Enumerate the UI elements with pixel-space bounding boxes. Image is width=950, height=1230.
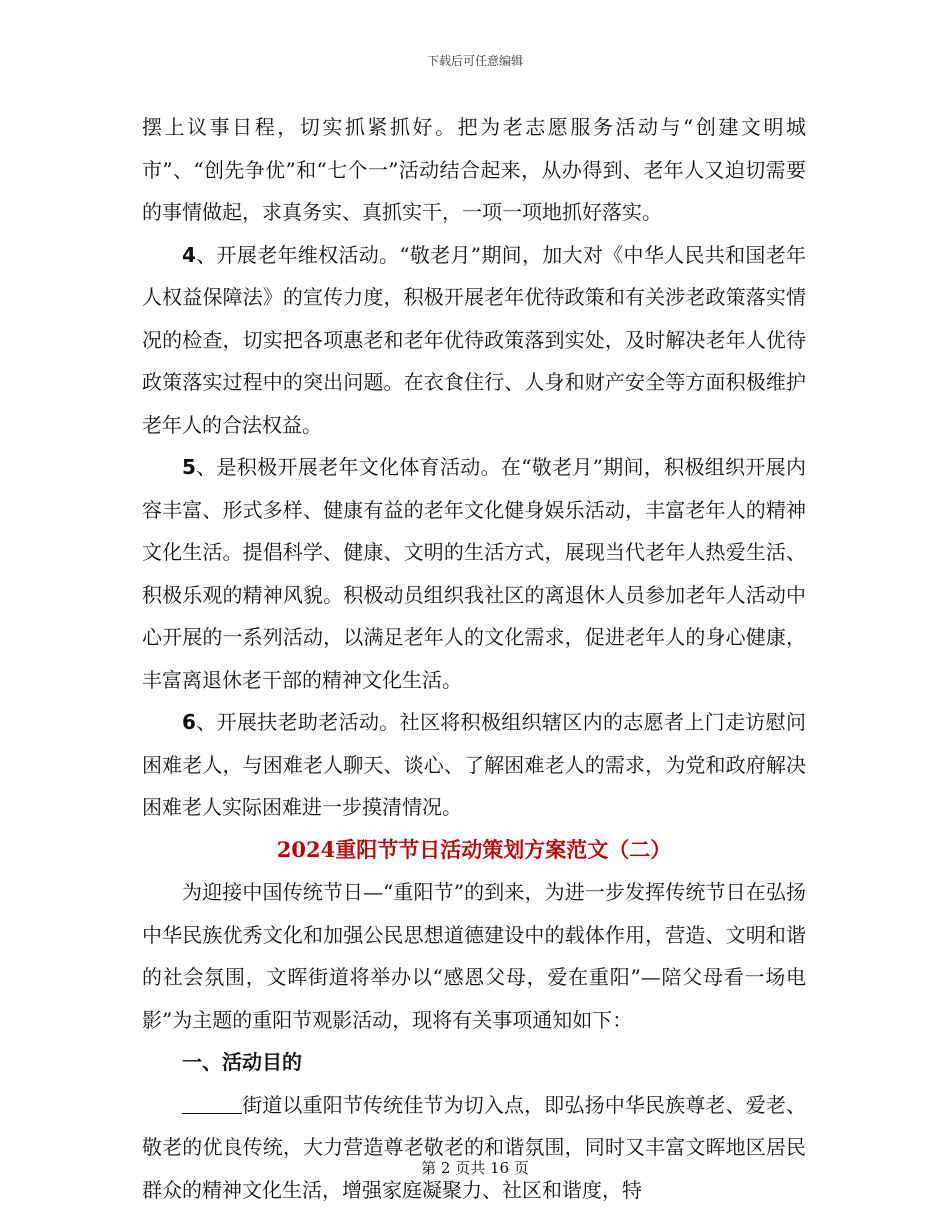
page-content bbox=[142, 106, 806, 1211]
paragraph-intro: 为迎接中国传统节日—“重阳节”的到来，为进一步发挥传统节日在弘扬中华民族优秀文化和加强公民思想道德建设中的载体作用，营造、文明和谐的社会氛围，文晖街道将举办以“感恩父母，爱在重阳”—陪父母看一场电影”为主题的重阳节观影活动，现将有关事项通知如下： bbox=[142, 880, 806, 1032]
item-number: 4 bbox=[182, 242, 196, 267]
section-title: 2024重阳节节日活动策划方案范文（二） bbox=[276, 836, 672, 862]
blank-underline bbox=[182, 1095, 242, 1114]
item-number: 5 bbox=[182, 455, 196, 479]
paragraph-text: 、是积极开展老年文化体育活动。在“敬老月”期间，积极组织开展内容丰富、形式多样、健康有益的老年文化健身娱乐活动，丰富老年人的精神文化生活。提倡科学、健康、文明的生活方式，展现当代老年人热爱生活、积极乐观的精神风貌。积极动员组织我社区的离退休人员参加老年人活动中心开展的一系列活动，以满足老年人的文化需求，促进老年人的身心健康，丰富离退休老干部的精神文化生活。 bbox=[142, 455, 806, 692]
paragraph-item-6 bbox=[142, 701, 806, 829]
page-header: 下载后可任意编辑 bbox=[426, 54, 523, 68]
paragraph-purpose bbox=[142, 1084, 806, 1212]
paragraph-continued: 摆上议事日程，切实抓紧抓好。把为老志愿服务活动与“创建文明城市”、“创先争优”和“七个一”活动结合起来，从办得到、老年人又迫切需要的事情做起，求真务实、真抓实干，一项一项地抓好落实。 bbox=[142, 115, 806, 224]
paragraph-text: 、开展老年维权活动。“敬老月”期间，加大对《中华人民共和国老年人权益保障法》的宣传力度，积极开展老年优待政策和有关涉老政策落实情况的检查，切实把各项惠老和老年优待政策落到实处，及时解决老年人优待政策落实过程中的突出问题。在衣食住行、人身和财产安全等方面积极维护老年人的合法权益。 bbox=[142, 242, 806, 437]
paragraph-item-5 bbox=[142, 446, 806, 701]
page-footer: 第 2 页共 16 页 bbox=[421, 1159, 529, 1177]
heading-purpose: 一、活动目的 bbox=[182, 1050, 302, 1074]
item-number: 6 bbox=[182, 710, 196, 734]
paragraph-text: 街道以重阳节传统佳节为切入点，即弘扬中华民族尊老、爱老、敬老的优良传统，大力营造尊老敬老的和谐氛围，同时又丰富文晖地区居民群众的精神文化生活，增强家庭凝聚力、社区和谐度，特 bbox=[142, 1092, 806, 1202]
paragraph-item-4 bbox=[142, 234, 806, 447]
paragraph-text: 、开展扶老助老活动。社区将积极组织辖区内的志愿者上门走访慰问困难老人，与困难老人聊天、谈心、了解困难老人的需求，为党和政府解决困难老人实际困难进一步摸清情况。 bbox=[142, 710, 806, 819]
